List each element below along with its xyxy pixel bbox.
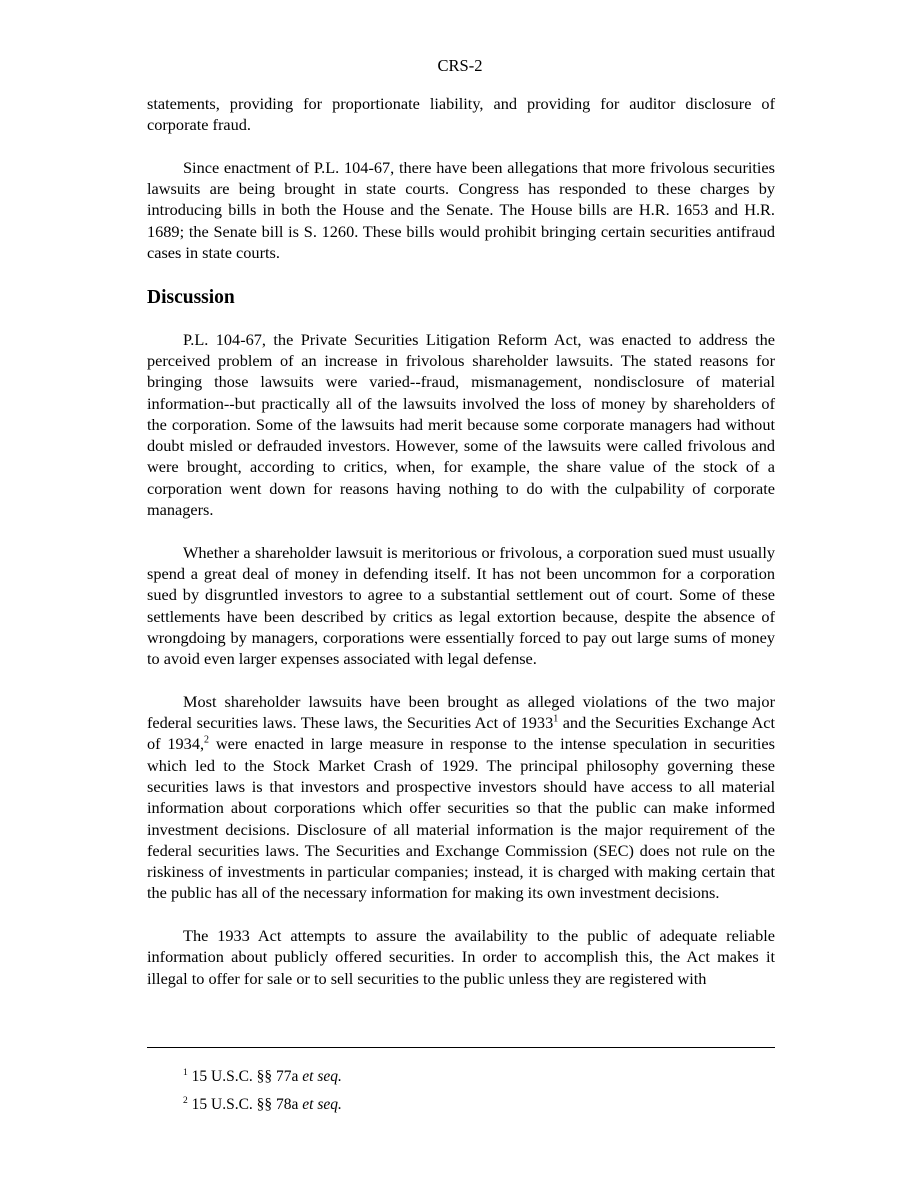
footnote-ref-2[interactable]: 2 — [204, 734, 210, 746]
paragraph-federal-laws-part3: were enacted in large measure in response to the intense speculation in securities which led to the Stock Market Crash of 1929. The principal philosophy governing these securities laws is that investors and prospective investors should have access to all material information about corporations which offer securities so that the public can make informed investment decisions. Disclosure of all material information is the major requirement of the federal securities laws. The Securities and Exchange Commission (SEC) does not rule on the riskiness of investments in particular companies; instead, it is charged with making certain that the public has all of the necessary information for making its own investment decisions. — [147, 734, 775, 903]
paragraph-federal-laws — [147, 691, 775, 904]
footnote-divider — [147, 1047, 775, 1048]
footnotes — [183, 1067, 743, 1123]
footnote-1 — [183, 1067, 743, 1087]
footnote-text: 15 U.S.C. §§ 78a — [191, 1096, 303, 1113]
paragraph-1933-act: The 1933 Act attempts to assure the availability to the public of adequate reliable information about publicly offered securities. In order to accomplish this, the Act makes it illegal to offer for sale or to sell securities to the public unless they are registered with — [147, 925, 775, 988]
document-body — [147, 93, 775, 1010]
footnote-number: 2 — [183, 1095, 188, 1106]
page-number: CRS-2 — [437, 56, 483, 75]
footnote-italic: et seq. — [302, 1068, 342, 1085]
footnote-2 — [183, 1095, 743, 1115]
paragraph-continuation: statements, providing for proportionate liability, and providing for auditor disclosure of corporate fraud. — [147, 94, 775, 135]
paragraph-state-courts: Since enactment of P.L. 104-67, there have been allegations that more frivolous securities lawsuits are being brought in state courts. Congress has responded to these charges by introducing bills in both the House and the Senate. The House bills are H.R. 1653 and H.R. 1689; the Senate bill is S. 1260. These bills would prohibit bringing certain securities antifraud cases in state courts. — [147, 157, 775, 263]
paragraph-reform-act: P.L. 104-67, the Private Securities Litigation Reform Act, was enacted to address the perceived problem of an increase in frivolous shareholder lawsuits. The stated reasons for bringing those lawsuits were varied--fraud, mismanagement, nondisclosure of material information--but practically all of the lawsuits involved the loss of money by shareholders of the corporation. Some of the lawsuits had merit because some corporate managers had without doubt misled or defrauded investors. However, some of the lawsuits were called frivolous and were brought, according to critics, when, for example, the share value of the stock of a corporation went down for reasons having nothing to do with the culpability of corporate managers. — [147, 329, 775, 520]
paragraph-settlements: Whether a shareholder lawsuit is meritorious or frivolous, a corporation sued must usually spend a great deal of money in defending itself. It has not been uncommon for a corporation sued by disgruntled investors to agree to a substantial settlement out of court. Some of these settlements have been described by critics as legal extortion because, despite the absence of wrongdoing by managers, corporations were essentially forced to pay out large sums of money to avoid even larger expenses associated with legal defense. — [147, 542, 775, 669]
footnote-text: 15 U.S.C. §§ 77a — [191, 1068, 303, 1085]
footnote-italic: et seq. — [302, 1096, 342, 1113]
paragraph-federal-laws-part1: Most shareholder lawsuits have been brought as alleged violations of the two major federal securities laws. These laws, the Securities Act of 1933 — [147, 691, 775, 733]
footnote-ref-1[interactable]: 1 — [553, 713, 559, 725]
paragraph-federal-laws-part2: and the Securities Exchange Act of 1934, — [147, 713, 776, 754]
section-heading-discussion: Discussion — [147, 286, 235, 308]
footnote-number: 1 — [183, 1067, 188, 1078]
